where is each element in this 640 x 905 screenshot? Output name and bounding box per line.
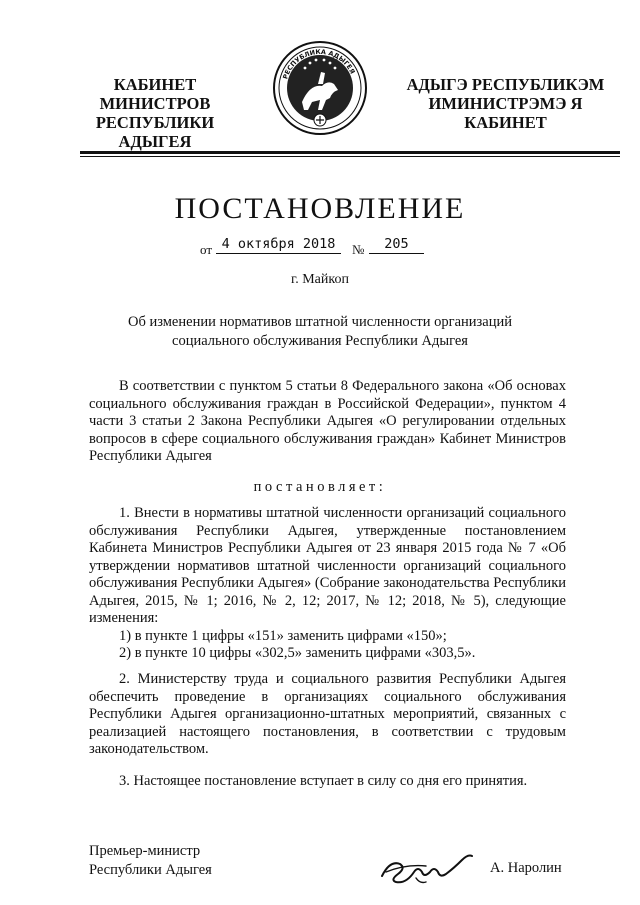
header-left — [60, 75, 250, 151]
header-right-line2: ИМИНИСТРЭМЭ Я КАБИНЕТ — [428, 94, 583, 132]
item-1-text: 1. Внести в нормативы штатной численности организаций социального обслуживания Республики Адыгея, утвержденные постановлением Кабинета Министров Республики Адыгея от 23 января 2015 года № 7 «Об утверждении нормативов штатной численности организаций социального обслуживания Республики Адыгея» (Собрание законодательства Республики Адыгея, 2015, № 1; 2016, № 2, 12; 2017, № 12; 2018, № 5), следующие изменения: — [89, 505, 566, 626]
item-1-sub-2: 2) в пункте 10 цифры «302,5» заменить цифрами «303,5». — [119, 645, 476, 661]
emblem-text: РЕСПУБЛИКА АДЫГЕЯ — [281, 47, 357, 81]
signatory-position-line1: Премьер-министр — [89, 843, 201, 859]
header-divider-thick — [80, 151, 620, 154]
header-left-line2: РЕСПУБЛИКИ АДЫГЕЯ — [95, 113, 215, 151]
signatory-position-line2: Республики Адыгея — [89, 862, 212, 878]
header-right — [393, 75, 618, 132]
city: г. Майкоп — [291, 272, 349, 287]
item-2-text: 2. Министерству труда и социального развития Республики Адыгея обеспечить проведение в организациях социального обслуживания Республики Адыгея организационно-штатных мероприятий, связанных с реализацией настоящего постановления, в соответствии с трудовым законодательством. — [89, 671, 566, 757]
header-right-line1: АДЫГЭ РЕСПУБЛИКЭМ — [406, 75, 605, 94]
item-3 — [89, 773, 566, 791]
subject-line1: Об изменении нормативов штатной численности организаций — [128, 314, 512, 330]
header-left-line1: КАБИНЕТ МИНИСТРОВ — [99, 75, 211, 113]
preamble-text: В соответствии с пунктом 5 статьи 8 Федерального закона «Об основах социального обслуживания граждан в Российской Федерации», пунктом 4 части 3 статьи 2 Закона Республики Адыгея «О регулировании отдельных вопросов в сфере социального обслуживания граждан» Кабинет Министров Республики Адыгея — [89, 378, 566, 464]
handwritten-signature-icon — [376, 842, 476, 890]
resolves-label: постановляет: — [253, 479, 387, 495]
signatory-position — [89, 842, 212, 880]
item-3-text: 3. Настоящее постановление вступает в силу со дня его принятия. — [119, 773, 528, 789]
decree-date: 4 октября 2018 — [216, 236, 341, 254]
signatory-name: А. Наролин — [490, 860, 562, 876]
item-2 — [89, 671, 566, 759]
date-label: от — [200, 242, 213, 257]
item-1 — [89, 505, 566, 663]
subject-line2: социального обслуживания Республики Адыгея — [172, 333, 468, 349]
document-title: ПОСТАНОВЛЕНИЕ — [174, 192, 466, 225]
preamble — [89, 378, 566, 466]
header-divider-thin — [80, 156, 620, 157]
decree-number: 205 — [369, 236, 424, 254]
coat-of-arms-adygea-icon — [272, 40, 368, 136]
decree-number-line — [0, 236, 640, 258]
document-subject — [0, 313, 640, 351]
number-label: № — [352, 242, 365, 257]
item-1-sub-1: 1) в пункте 1 цифры «151» заменить цифрами «150»; — [119, 627, 447, 644]
